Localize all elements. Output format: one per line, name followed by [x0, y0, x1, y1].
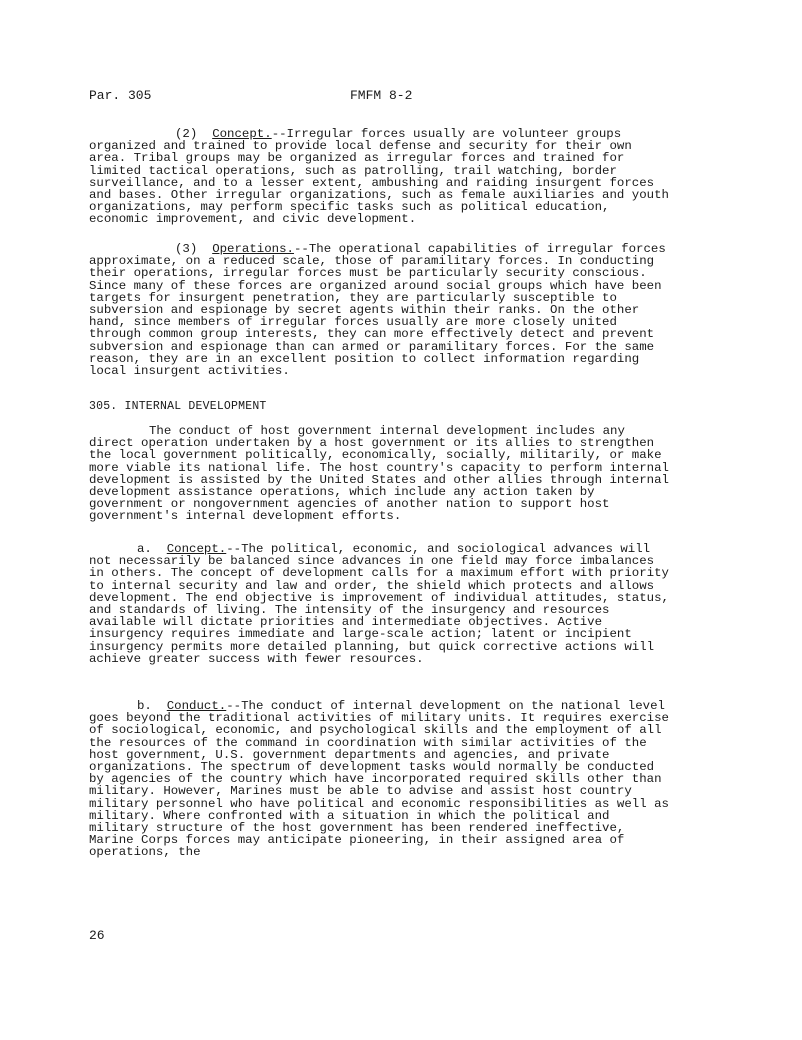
- paragraph-concept-irregular: [89, 128, 674, 226]
- paragraph-title: Operations.: [212, 242, 294, 256]
- paragraph-conduct-development: [89, 700, 674, 859]
- paragraph-number: (3): [175, 242, 198, 256]
- page-number: 26: [89, 928, 105, 943]
- paragraph-body: --The operational capabilities of irregular forces approximate, on a reduced scale, those of paramilitary forces. In conducting their operations, irregular forces must be particularly security conscious. Since many of these forces are organized around social groups which have been targets for insurgent penetration, they are particularly susceptible to subversion and espionage by secret agents within their ranks. On the other hand, since members of irregular forces usually are more closely united through common group interests, they can more effectively detect and prevent subversion and espionage than can armed or paramilitary forces. For the same reason, they are in an excellent position to collect information regarding local insurgent activities.: [89, 242, 666, 379]
- paragraph-body: --Irregular forces usually are volunteer groups organized and trained to provide local defense and security for their own area. Tribal groups may be organized as irregular forces and trained for limited tactical operations, such as patrolling, trail watching, border surveillance, and to a lesser extent, ambushing and raiding insurgent forces and bases. Other irregular organizations, such as female auxiliaries and youth organizations, may perform specific tasks such as political education, economic improvement, and civic development.: [89, 127, 669, 227]
- header-paragraph-ref: Par. 305: [89, 88, 152, 103]
- paragraph-number: b.: [137, 699, 152, 713]
- paragraph-body: The conduct of host government internal development includes any direct operation undertaken by a host government or its allies to strengthen the local government politically, economically, socially, militarily, or make more viable its national life. The host country's capacity to perform internal development is assisted by the United States and other allies through internal development assistance operations, which include any action taken by government or nongovernment agencies of another nation to support host government's internal development efforts.: [89, 424, 669, 524]
- paragraph-number: (2): [175, 127, 198, 141]
- section-heading: 305. INTERNAL DEVELOPMENT: [89, 400, 267, 413]
- paragraph-concept-development: [89, 543, 674, 665]
- header-manual-id: FMFM 8-2: [350, 88, 413, 103]
- paragraph-body: --The political, economic, and sociological advances will not necessarily be balanced since advances in one field may force imbalances in others. The concept of development calls for a maximum effort with priority to internal security and law and order, the shield which protects and allows development. The end objective is improvement of individual attitudes, status, and standards of living. The intensity of the insurgency and resources available will dictate priorities and intermediate objectives. Active insurgency requires immediate and large-scale action; latent or incipient insurgency permits more detailed planning, but quick corrective actions will achieve greater success with fewer resources.: [89, 542, 669, 666]
- paragraph-operations-irregular: [89, 243, 674, 377]
- paragraph-title: Concept.: [212, 127, 272, 141]
- paragraph-body: --The conduct of internal development on the national level goes beyond the traditional activities of military units. It requires exercise of sociological, economic, and psychological skills and the employment of all the resources of the command in coordination with similar activities of the host government, U.S. government departments and agencies, and private organizations. The spectrum of development tasks would normally be conducted by agencies of the country which have incorporated required skills other than military. However, Marines must be able to advise and assist host country military personnel who have political and economic responsibilities as well as military. Where confronted with a situation in which the political and military structure of the host government has been rendered ineffective, Marine Corps forces may anticipate pioneering, in their assigned area of operations, the: [89, 699, 669, 860]
- paragraph-number: a.: [137, 542, 152, 556]
- paragraph-title: Concept.: [166, 542, 227, 556]
- paragraph-internal-development: [89, 425, 674, 523]
- paragraph-title: Conduct.: [166, 699, 227, 713]
